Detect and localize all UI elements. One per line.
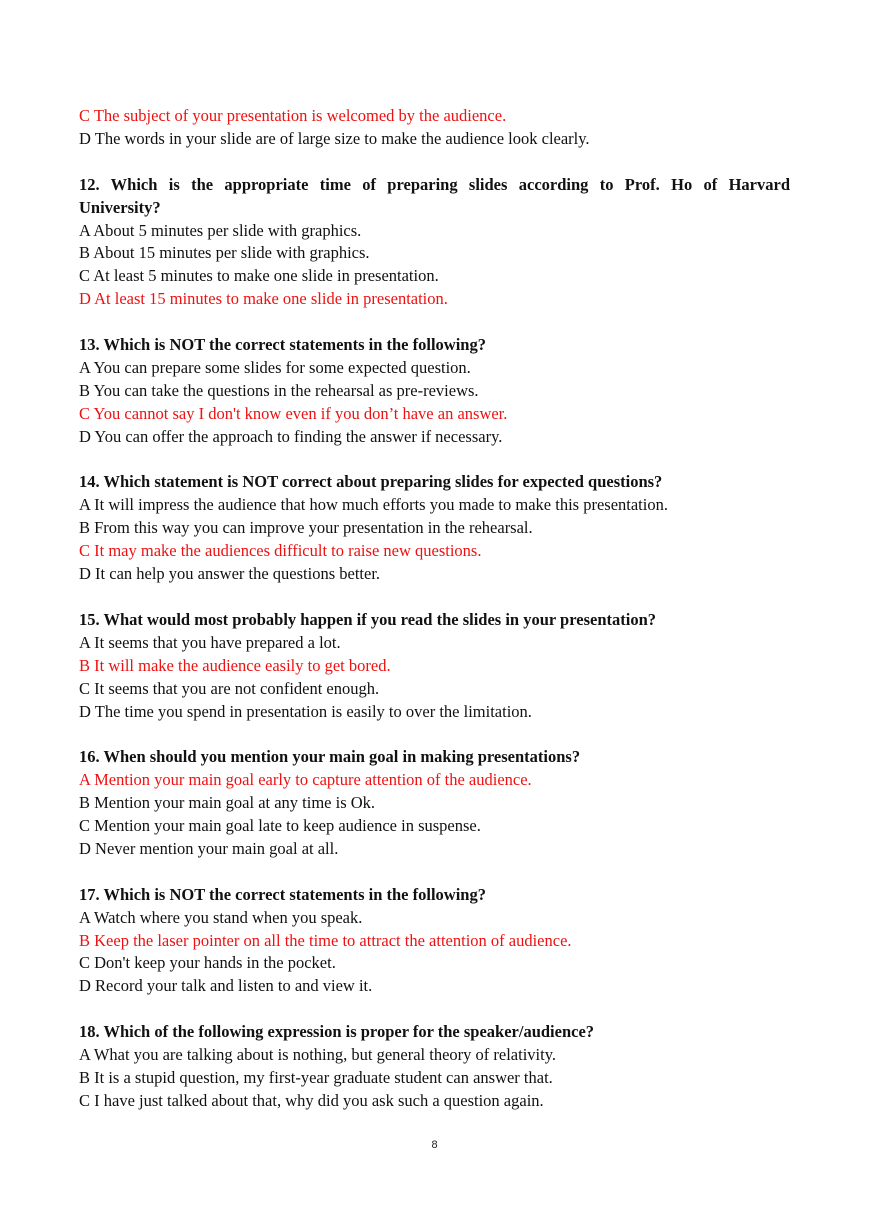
spacer <box>79 586 790 609</box>
question-14 <box>79 471 790 586</box>
question-title: 14. Which statement is NOT correct about preparing slides for expected questions? <box>79 472 663 492</box>
option-line: B Mention your main goal at any time is Ok. <box>79 793 376 813</box>
spacer <box>79 311 790 334</box>
option-line: B It will make the audience easily to get bored. <box>79 655 391 675</box>
option-line: C You cannot say I don't know even if you don’t have an answer. <box>79 403 508 423</box>
question-title: 12. Which is the appropriate time of preparing slides according to Prof. Ho of Harvard <box>79 174 790 194</box>
option-line: A You can prepare some slides for some expected question. <box>79 357 471 377</box>
option-line: D The time you spend in presentation is easily to over the limitation. <box>79 701 532 721</box>
option-line: A What you are talking about is nothing, but general theory of relativity. <box>79 1045 557 1065</box>
option-line: B Keep the laser pointer on all the time to attract the attention of audience. <box>79 930 572 950</box>
question-16 <box>79 746 790 861</box>
option-line: C At least 5 minutes to make one slide in presentation. <box>79 266 439 286</box>
spacer <box>79 998 790 1021</box>
option-line: D Record your talk and listen to and view it. <box>79 976 373 996</box>
option-line: B About 15 minutes per slide with graphics. <box>79 243 370 263</box>
option-line: D Never mention your main goal at all. <box>79 838 339 858</box>
option-line: C Mention your main goal late to keep audience in suspense. <box>79 816 481 836</box>
option-line: C It may make the audiences difficult to raise new questions. <box>79 541 482 561</box>
option-line: B From this way you can improve your presentation in the rehearsal. <box>79 518 533 538</box>
question-title: 13. Which is NOT the correct statements in the following? <box>79 335 486 355</box>
question-15 <box>79 609 790 724</box>
option-line: C The subject of your presentation is welcomed by the audience. <box>79 106 507 125</box>
question-title: 16. When should you mention your main goal in making presentations? <box>79 747 581 767</box>
option-line: D You can offer the approach to finding the answer if necessary. <box>79 426 503 446</box>
option-line: D The words in your slide are of large size to make the audience look clearly. <box>79 128 590 148</box>
option-line: A It will impress the audience that how much efforts you made to make this presentation. <box>79 495 668 515</box>
spacer <box>79 151 790 174</box>
option-line: C I have just talked about that, why did you ask such a question again. <box>79 1090 544 1110</box>
page-number: 8 <box>431 1139 438 1151</box>
option-line: B It is a stupid question, my first-year graduate student can answer that. <box>79 1067 553 1087</box>
question-13 <box>79 334 790 449</box>
spacer <box>79 861 790 884</box>
option-line: A It seems that you have prepared a lot. <box>79 632 341 652</box>
question-title: 18. Which of the following expression is proper for the speaker/audience? <box>79 1022 595 1042</box>
option-line: A Watch where you stand when you speak. <box>79 907 363 927</box>
spacer <box>79 449 790 472</box>
document-page <box>79 105 790 1113</box>
question-12 <box>79 174 790 311</box>
question-title-continued: University? <box>79 197 161 217</box>
question-17 <box>79 884 790 999</box>
spacer <box>79 723 790 746</box>
question-title: 17. Which is NOT the correct statements in the following? <box>79 884 486 904</box>
option-line: D It can help you answer the questions better. <box>79 564 381 584</box>
question-title: 15. What would most probably happen if you read the slides in your presentation? <box>79 609 657 629</box>
option-line: A About 5 minutes per slide with graphics. <box>79 220 362 240</box>
option-line: A Mention your main goal early to capture attention of the audience. <box>79 770 532 790</box>
question-18 <box>79 1021 790 1113</box>
option-line: D At least 15 minutes to make one slide in presentation. <box>79 289 448 309</box>
continued-options <box>79 105 790 151</box>
option-line: B You can take the questions in the rehearsal as pre-reviews. <box>79 380 479 400</box>
option-line: C It seems that you are not confident enough. <box>79 678 380 698</box>
option-line: C Don't keep your hands in the pocket. <box>79 953 336 973</box>
